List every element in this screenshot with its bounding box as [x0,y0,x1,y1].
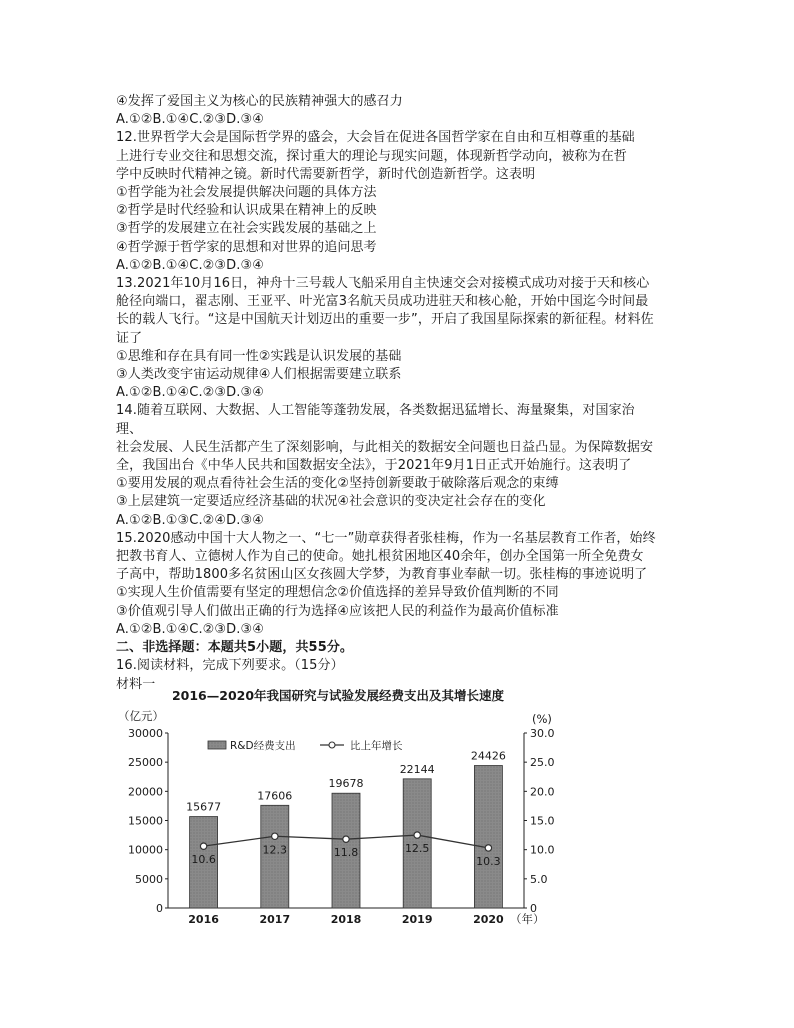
text-line: ①哲学能为社会发展提供解决问题的具体方法 [116,185,377,201]
section-heading: 二、非选择题：本题共5小题，共55分。 [116,640,354,656]
material-label: 材料一 [116,676,156,692]
text-line: 16.阅读材料，完成下列要求。（15分） [116,658,344,674]
y2-tick-label: 5.0 [530,872,548,886]
growth-point [200,843,206,849]
text-line: ①实现人生价值需要有坚定的理想信念②价值选择的差异导致价值判断的不同 [116,585,559,601]
growth-value-label: 12.5 [404,842,430,856]
text-line: ④发挥了爱国主义为核心的民族精神强大的感召力 [116,94,403,109]
text-line: ③人类改变宇宙运动规律④人们根据需要建立联系 [116,367,402,383]
bar-value-label: 24426 [470,749,506,763]
legend-bar-label: R&D经费支出 [230,740,296,752]
text-line: 理、 [116,421,143,437]
growth-value-label: 11.8 [333,846,359,860]
answer-options: A.①②B.①④C.②③D.③④ [116,257,265,273]
question-text [116,93,676,694]
y2-tick-label: 20.0 [530,785,555,799]
bar-value-label: 15677 [186,800,222,814]
x-tick-label: 2020 [473,913,504,926]
text-line: ③上层建筑一定要适应经济基础的状况④社会意识的变决定社会存在的变化 [116,494,546,510]
bar [474,766,502,908]
bar-value-label: 22144 [399,762,435,776]
bar-value-label: 19678 [328,777,364,791]
text-line: 12.世界哲学大会是国际哲学界的盛会，大会旨在促进各国哲学家在自由和互相尊重的基础 [116,130,635,146]
growth-point [272,833,278,839]
bar-value-label: 17606 [257,789,293,803]
x-tick-label: 2019 [401,913,433,926]
growth-value-label: 12.3 [262,843,288,857]
text-line: 15.2020感动中国十大人物之一、“七一”勋章获得者张桂梅，作为一名基层教育工作者，始终 [116,530,656,546]
y-tick-label: 25000 [128,756,163,770]
answer-options: A.①②B.①④C.②③D.③④ [116,112,265,128]
growth-value-label: 10.6 [191,853,216,867]
y-tick-label: 20000 [128,785,163,799]
chart-title: 2016—2020年我国研究与试验发展经费支出及其增长速度 [171,688,505,703]
bar [261,805,289,908]
y2-tick-label: 15.0 [530,814,555,828]
text-line: ③哲学的发展建立在社会实践发展的基础之上 [116,221,377,237]
y-axis-unit: （亿元） [118,709,164,723]
text-line: ①思维和存在具有同一性②实践是认识发展的基础 [116,348,402,364]
y2-tick-label: 30.0 [530,727,555,740]
growth-point [485,845,491,851]
text-line: 全，我国出台《中华人民共和国数据安全法》，于2021年9月1日正式开始施行。这表明了 [116,458,632,474]
growth-value-label: 10.3 [476,854,501,868]
text-line: ②哲学是时代经验和认识成果在精神上的反映 [116,203,377,219]
x-tick-label: 2016 [188,913,219,926]
text-line: ③价值观引导人们做出正确的行为选择④应该把人民的利益作为最高价值标准 [116,603,559,619]
answer-options: A.①②B.①④C.②③D.③④ [116,385,265,401]
y-tick-label: 10000 [128,843,163,857]
legend-line-label: 比上年增长 [350,740,403,752]
text-line: 13.2021年10月16日，神舟十三号载人飞船采用自主快速交会对接模式成功对接于天和核心 [116,276,650,292]
x-axis-unit: （年） [510,912,545,926]
legend-bar-swatch [208,741,226,749]
text-line: 长的载人飞行。“这是中国航天计划迈出的重要一步”，开启了我国星际探索的新征程。材料佐 [116,312,654,328]
text-line: 14.随着互联网、大数据、人工智能等蓬勃发展，各类数据迅猛增长、海量聚集，对国家治 [116,403,635,419]
rd-expenditure-chart [118,676,568,936]
legend-line-marker [329,742,335,748]
text-line: ④哲学源于哲学家的思想和对世界的追问思考 [116,239,377,255]
text-line: 子高中，帮助1800多名贫困山区女孩圆大学梦，为教育事业奉献一切。张桂梅的事迹说明了 [116,567,648,583]
answer-options: A.①②B.①③C.②④D.③④ [116,512,265,528]
x-tick-label: 2018 [330,913,362,926]
y2-tick-label: 25.0 [530,756,555,770]
chart-canvas [118,676,568,936]
text-line: ①要用发展的观点看待社会生活的变化②坚持创新要敢于破除落后观念的束缚 [116,476,559,492]
growth-point [343,836,349,842]
y2-axis-unit: (%) [532,712,552,726]
y-tick-label: 0 [156,902,163,915]
text-line: 把教书育人、立德树人作为自己的使命。她扎根贫困地区40余年，创办全国第一所全免费女 [116,549,644,565]
y2-tick-label: 0 [530,902,537,915]
x-tick-label: 2017 [259,913,291,926]
y-tick-label: 30000 [128,727,163,740]
text-line: 社会发展、人民生活都产生了深刻影响，与此相关的数据安全问题也日益凸显。为保障数据安 [116,439,654,455]
text-line: 学中反映时代精神之镜。新时代需要新哲学，新时代创造新哲学。这表明 [116,166,536,182]
text-line: 上进行专业交往和思想交流，探讨重大的理论与现实问题，体现新哲学动向，被称为在哲 [116,148,627,164]
y-tick-label: 15000 [128,814,163,828]
answer-options: A.①②B.①④C.②③D.③④ [116,621,265,637]
growth-point [414,832,420,838]
text-line: 证了 [116,330,143,346]
text-line: 舱径向端口，翟志刚、王亚平、叶光富3名航天员成功进驻天和核心舱，开始中国迄今时间最 [116,294,649,310]
y-tick-label: 5000 [135,872,163,886]
y2-tick-label: 10.0 [530,843,555,857]
